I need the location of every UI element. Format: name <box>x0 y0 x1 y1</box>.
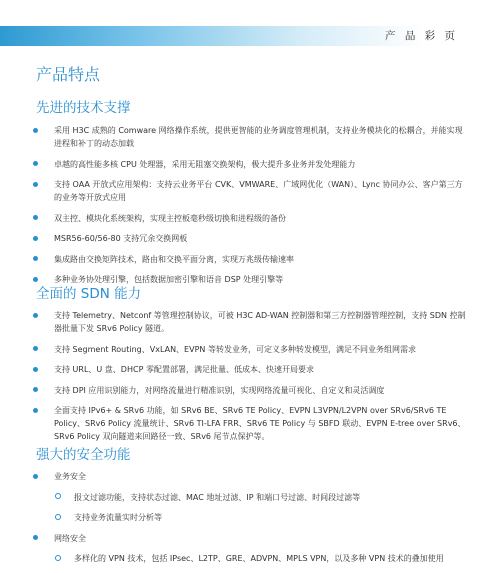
list-item: 支持 Segment Routing、VxLAN、EVPN 等转发业务，可定义多种转发模型，满足不同业务组网需求 <box>0 343 500 356</box>
section-title-sdn: 全面的 SDN 能力 <box>36 286 142 302</box>
list-item: 支持 URL、U 盘、DHCP 零配置部署，满足批量、低成本、快速开局要求 <box>0 363 500 376</box>
list-item: 多样化的 VPN 技术，包括 IPsec、L2TP、GRE、ADVPN、MPLS VPN，以及多种 VPN 技术的叠加使用 <box>0 552 500 565</box>
page-title: 产品特点 <box>36 65 101 84</box>
list-item-group: 业务安全 <box>0 470 500 483</box>
list-item: 报文过滤功能，支持状态过滤、MAC 地址过滤、IP 和端口号过滤、时间段过滤等 <box>0 491 500 504</box>
bullet-dot-icon <box>33 182 38 187</box>
bullet-dot-icon <box>33 161 38 166</box>
bullet-ring-icon <box>55 493 61 499</box>
list-item: 支持 DPI 应用识别能力，对网络流量进行精准识别，实现网络流量可视化、自定义和灵活调度 <box>0 384 500 397</box>
list-item: 采用 H3C 成熟的 Comware 网络操作系统，提供更智能的业务调度管理机制，支持业务模块化的松耦合，并能实现进程和补丁的动态加载 <box>0 124 500 150</box>
sdn-feature-list <box>0 309 500 451</box>
list-item: 集成路由交换矩阵技术，路由和交换平面分离，实现万兆级传输速率 <box>0 253 500 266</box>
header-label: 产 品 彩 页 <box>384 30 458 42</box>
list-item: 双主控、模块化系统架构，实现主控板毫秒级切换和进程级的备份 <box>0 212 500 225</box>
list-item: 支持 OAA 开放式应用架构：支持云业务平台 CVK、VMWARE、广域网优化（WAN）、Lync 协同办公、客户第三方的业务等开放式应用 <box>0 178 500 204</box>
bullet-ring-icon <box>55 514 61 520</box>
security-feature-list <box>0 470 500 573</box>
bullet-dot-icon <box>33 313 38 318</box>
bullet-dot-icon <box>33 387 38 392</box>
bullet-dot-icon <box>33 367 38 372</box>
bullet-dot-icon <box>33 474 38 479</box>
bullet-dot-icon <box>33 277 38 282</box>
bullet-dot-icon <box>33 128 38 133</box>
list-item: 全面支持 IPv6+ & SRv6 功能，如 SRv6 BE、SRv6 TE Policy、EVPN L3VPN/L2VPN over SRv6/SRv6 TE Policy、SRv6 Policy 流量统计、SRv6 TI-LFA FRR、SRv6 TE Policy 与 SBFD 联动、EVPN E-tree over SRv6、SRv6 Policy 双向隧道来回路径一致、SRv6 尾节点保护等。 <box>0 404 500 443</box>
list-item: 卓越的高性能多核 CPU 处理器，采用无阻塞交换架构，极大提升多业务并发处理能力 <box>0 158 500 171</box>
section-title-security: 强大的安全功能 <box>36 447 131 463</box>
list-item: 多种业务协处理引擎，包括数据加密引擎和语音 DSP 处理引擎等 <box>0 273 500 286</box>
bullet-ring-icon <box>55 555 61 561</box>
bullet-dot-icon <box>33 215 38 220</box>
bullet-dot-icon <box>33 346 38 351</box>
bullet-dot-icon <box>33 535 38 540</box>
tech-feature-list <box>0 124 500 294</box>
list-item-group: 网络安全 <box>0 532 500 545</box>
list-item: 支持 Telemetry、Netconf 等管理控制协议，可被 H3C AD-WAN 控制器和第三方控制器管理控制，支持 SDN 控制器批量下发 SRv6 Policy 隧道。 <box>0 309 500 335</box>
list-item: 支持业务流量实时分析等 <box>0 511 500 524</box>
list-item: MSR56-60/56-80 支持冗余交换网板 <box>0 232 500 245</box>
bullet-dot-icon <box>33 256 38 261</box>
section-title-tech: 先进的技术支撑 <box>36 100 131 116</box>
bullet-dot-icon <box>33 408 38 413</box>
bullet-dot-icon <box>33 236 38 241</box>
